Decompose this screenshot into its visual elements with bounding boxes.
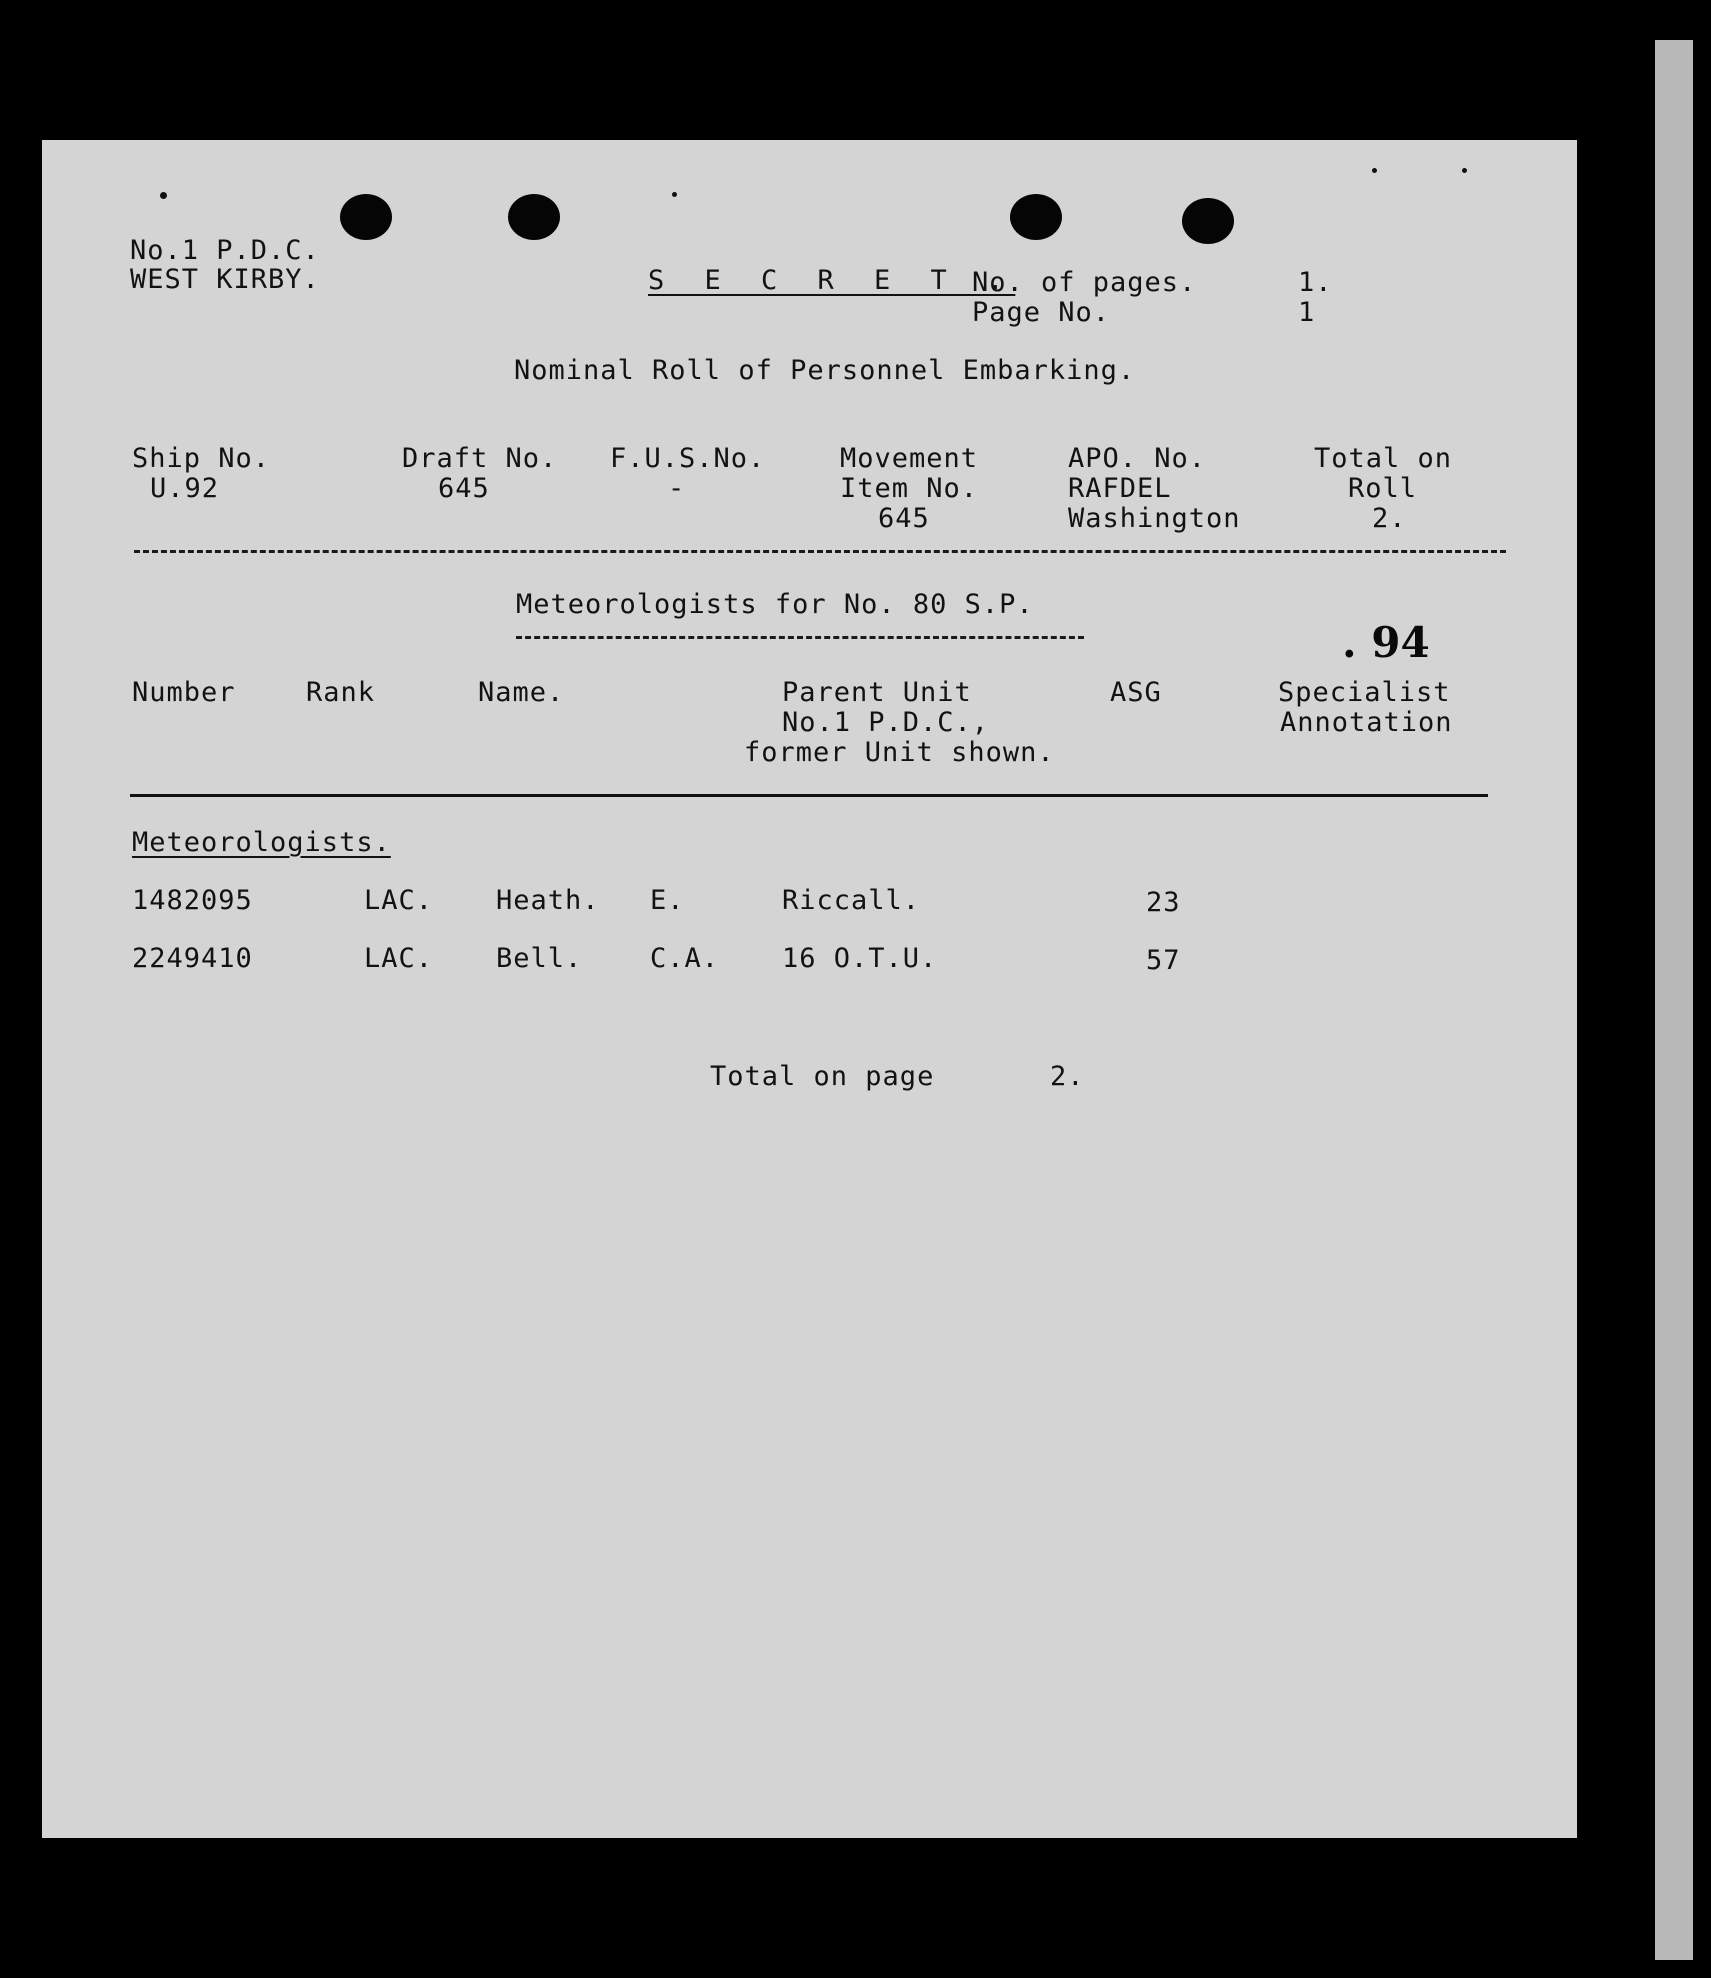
column-header-specialist: Specialist bbox=[1278, 677, 1451, 708]
punch-hole bbox=[1182, 198, 1234, 244]
apo-label: APO. No. bbox=[1068, 443, 1207, 474]
page-number-value: 1 bbox=[1298, 297, 1316, 328]
punch-hole bbox=[340, 194, 392, 240]
group-heading: Meteorologists. bbox=[132, 827, 391, 858]
document-sheet bbox=[42, 140, 1577, 1838]
row-unit: Riccall. bbox=[782, 885, 921, 916]
page-total-label: Total on page bbox=[710, 1061, 935, 1092]
row-surname: Heath. bbox=[496, 885, 600, 916]
unit-name: No.1 P.D.C. bbox=[130, 235, 320, 266]
document-title: Nominal Roll of Personnel Embarking. bbox=[514, 355, 1136, 386]
punch-hole bbox=[1010, 194, 1062, 240]
apo-value-2: Washington bbox=[1068, 503, 1241, 534]
ship-label: Ship No. bbox=[132, 443, 271, 474]
draft-value: 645 bbox=[438, 473, 490, 504]
row-surname: Bell. bbox=[496, 943, 583, 974]
speck bbox=[1372, 168, 1377, 173]
section-title: Meteorologists for No. 80 S.P. bbox=[516, 589, 1034, 620]
column-header-name: Name. bbox=[478, 677, 565, 708]
punch-hole bbox=[508, 194, 560, 240]
pages-label: No. of pages. bbox=[972, 267, 1197, 298]
page-number-label: Page No. bbox=[972, 297, 1111, 328]
column-header-parent-unit-3: former Unit shown. bbox=[744, 737, 1055, 768]
column-header-rank: Rank bbox=[306, 677, 376, 708]
movement-label-2: Item No. bbox=[840, 473, 979, 504]
column-header-specialist-2: Annotation bbox=[1280, 707, 1453, 738]
row-number: 2249410 bbox=[132, 943, 253, 974]
pages-value: 1. bbox=[1298, 267, 1333, 298]
total-roll-label-2: Roll bbox=[1348, 473, 1418, 504]
page-total-value: 2. bbox=[1050, 1061, 1085, 1092]
draft-label: Draft No. bbox=[402, 443, 558, 474]
dashed-divider bbox=[134, 550, 1506, 553]
speck bbox=[160, 192, 167, 199]
row-initials: E. bbox=[650, 885, 685, 916]
total-roll-label: Total on bbox=[1314, 443, 1453, 474]
row-number: 1482095 bbox=[132, 885, 253, 916]
fus-value: - bbox=[668, 473, 686, 504]
header-rule bbox=[130, 794, 1488, 797]
row-asg: 23 bbox=[1146, 887, 1181, 918]
classification-marking: S E C R E T . bbox=[648, 265, 1016, 296]
column-header-number: Number bbox=[132, 677, 236, 708]
row-rank: LAC. bbox=[364, 885, 434, 916]
unit-location: WEST KIRBY. bbox=[130, 264, 320, 295]
apo-value: RAFDEL bbox=[1068, 473, 1172, 504]
speck bbox=[672, 192, 677, 197]
adjacent-page-edge bbox=[1655, 40, 1693, 1960]
movement-value: 645 bbox=[878, 503, 930, 534]
row-rank: LAC. bbox=[364, 943, 434, 974]
section-title-underline bbox=[516, 636, 1084, 639]
stamped-number: . 94 bbox=[1342, 618, 1430, 667]
total-roll-value: 2. bbox=[1372, 503, 1407, 534]
movement-label: Movement bbox=[840, 443, 979, 474]
column-header-parent-unit-2: No.1 P.D.C., bbox=[782, 707, 990, 738]
column-header-parent-unit: Parent Unit bbox=[782, 677, 972, 708]
row-unit: 16 O.T.U. bbox=[782, 943, 938, 974]
row-initials: C.A. bbox=[650, 943, 720, 974]
column-header-asg: ASG bbox=[1110, 677, 1162, 708]
speck bbox=[1462, 168, 1467, 173]
row-asg: 57 bbox=[1146, 945, 1181, 976]
ship-value: U.92 bbox=[150, 473, 220, 504]
fus-label: F.U.S.No. bbox=[610, 443, 766, 474]
